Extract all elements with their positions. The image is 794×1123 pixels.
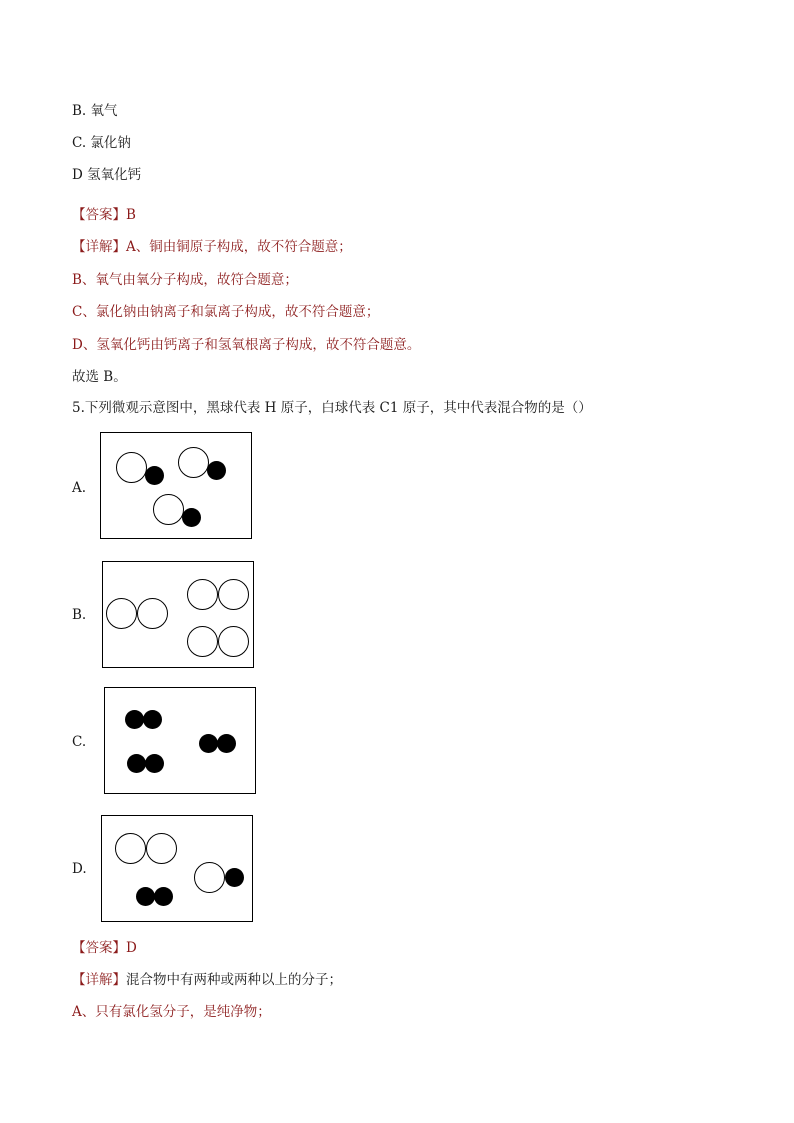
cl-atom [187, 626, 218, 657]
option-b-diagram [102, 561, 254, 668]
answer-value: B [126, 207, 136, 223]
h-atom [145, 754, 164, 773]
explain-line-3: C、氯化钠由钠离子和氯离子构成，故不符合题意； [72, 304, 380, 320]
explain-line-5 [72, 971, 342, 989]
option-d-prev: D 氢氧化钙 [72, 167, 142, 183]
cl-atom [146, 833, 177, 864]
cl-atom [115, 833, 146, 864]
option-b-prev: B. 氧气 [72, 103, 118, 119]
option-b-label: B. [72, 607, 87, 623]
h-atom [182, 508, 201, 527]
answer-value: D [126, 940, 137, 956]
explain-line-1 [72, 238, 352, 256]
answer-tag: 【答案】 [72, 207, 126, 223]
cl-atom [194, 862, 225, 893]
cl-atom [218, 626, 249, 657]
explain-tag: 【详解】 [72, 972, 126, 988]
explain-line-2: B、氧气由氧分子构成，故符合题意； [72, 272, 298, 288]
h-atom [199, 734, 218, 753]
cl-atom [106, 598, 137, 629]
cl-atom [178, 447, 209, 478]
option-d-label: D. [72, 861, 87, 877]
h-atom [136, 887, 155, 906]
cl-atom [187, 579, 218, 610]
h-atom [217, 734, 236, 753]
explain-tag: 【详解】 [72, 239, 126, 255]
cl-atom [137, 598, 168, 629]
option-c-prev: C. 氯化钠 [72, 135, 131, 151]
h-atom [225, 868, 244, 887]
h-atom [145, 466, 164, 485]
h-atom [125, 710, 144, 729]
option-a-label: A. [72, 480, 87, 496]
h-atom [154, 887, 173, 906]
option-c-diagram [104, 687, 256, 794]
cl-atom [116, 452, 147, 483]
cl-atom [218, 579, 249, 610]
answer-line-1 [72, 206, 136, 224]
explain-line-6: A、只有氯化氢分子，是纯净物； [72, 1004, 271, 1020]
cl-atom [153, 494, 184, 525]
question-stem: 5.下列微观示意图中，黑球代表 H 原子，白球代表 C1 原子，其中代表混合物的是（） [72, 400, 592, 416]
explain-text: A、铜由铜原子构成，故不符合题意； [126, 239, 352, 255]
option-c-label: C. [72, 734, 87, 750]
explain-text: 混合物中有两种或两种以上的分子； [126, 972, 342, 988]
option-a-diagram [100, 432, 252, 539]
h-atom [207, 461, 226, 480]
h-atom [143, 710, 162, 729]
conclusion-line: 故选 B。 [72, 369, 127, 385]
answer-tag: 【答案】 [72, 940, 126, 956]
h-atom [127, 754, 146, 773]
option-d-diagram [101, 815, 253, 922]
answer-line-2 [72, 939, 137, 957]
explain-line-4: D、氢氧化钙由钙离子和氢氧根离子构成，故不符合题意。 [72, 337, 421, 353]
